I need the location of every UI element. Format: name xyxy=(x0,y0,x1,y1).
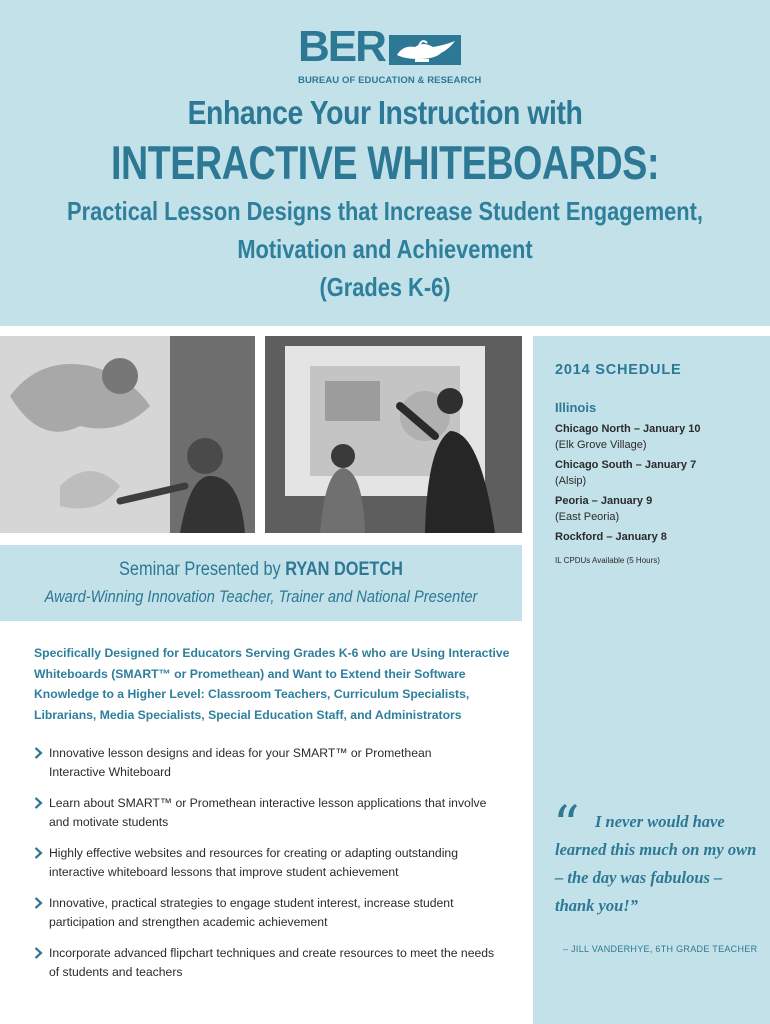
location-place: (Elk Grove Village) xyxy=(555,439,647,451)
presenter-band xyxy=(0,545,522,621)
schedule-location xyxy=(555,421,701,453)
chevron-right-icon xyxy=(34,847,43,859)
schedule-state: Illinois xyxy=(555,400,597,415)
chevron-right-icon xyxy=(34,947,43,959)
list-item-line: Innovative lesson designs and ideas for your SMART™ or Promethean xyxy=(49,746,432,760)
quote-text: I never would have learned this much on my own – the day was fabulous – thank you!” xyxy=(555,812,757,915)
benefits-list xyxy=(34,744,514,994)
location-name: Rockford – January 8 xyxy=(555,531,667,543)
subtitle-line-3: (Grades K-6) xyxy=(319,272,451,302)
teacher-at-whiteboard-illustration xyxy=(265,336,522,533)
list-item-line: Innovative, practical strategies to engage student interest, increase student xyxy=(49,896,454,910)
subtitle xyxy=(62,192,709,306)
credits-note: IL CPDUs Available (5 Hours) xyxy=(555,556,660,565)
testimonial-quote xyxy=(553,796,760,920)
chevron-right-icon xyxy=(34,897,43,909)
genie-lamp-icon xyxy=(389,35,461,65)
quote-author: – JILL VANDERHYE, 6TH GRADE TEACHER xyxy=(563,944,758,954)
location-name: Peoria – January 9 xyxy=(555,495,653,507)
schedule-title: 2014 SCHEDULE xyxy=(555,362,682,378)
classroom-photo-1 xyxy=(0,336,255,533)
list-item xyxy=(34,894,514,932)
whiteboard-photo-illustration xyxy=(0,336,255,533)
subtitle-line-1: Practical Lesson Designs that Increase Student Engagement, xyxy=(67,196,703,226)
presenter-name: RYAN DOETCH xyxy=(285,559,403,580)
presenter-credentials: Award-Winning Innovation Teacher, Trainer and National Presenter xyxy=(44,587,478,606)
presenter-line xyxy=(37,559,486,581)
list-item-line: Highly effective websites and resources for creating or adapting outstanding xyxy=(49,846,458,860)
header-band xyxy=(0,0,770,326)
presenter-prefix: Seminar Presented by xyxy=(119,559,286,580)
subtitle-line-2: Motivation and Achievement xyxy=(237,234,533,264)
list-item-line: participation and strengthen academic achievement xyxy=(49,915,328,929)
schedule-location xyxy=(555,457,696,489)
org-name: BUREAU OF EDUCATION & RESEARCH xyxy=(298,75,482,86)
location-name: Chicago South – January 7 xyxy=(555,459,697,471)
logo-letters: BER xyxy=(298,22,385,71)
list-item xyxy=(34,944,514,982)
location-place: (Alsip) xyxy=(555,475,587,487)
schedule-location xyxy=(555,529,667,545)
list-item-line: of students and teachers xyxy=(49,965,183,979)
title-line-1: Enhance Your Instruction with xyxy=(187,94,583,131)
schedule-sidebar xyxy=(533,336,770,1024)
open-quote-icon: “ xyxy=(553,796,580,856)
list-item xyxy=(34,794,514,832)
schedule-location xyxy=(555,493,652,525)
chevron-right-icon xyxy=(34,797,43,809)
chevron-right-icon xyxy=(34,747,43,759)
title-line-2: INTERACTIVE WHITEBOARDS: xyxy=(110,136,660,189)
list-item-line: Learn about SMART™ or Promethean interactive lesson applications that involve xyxy=(49,796,487,810)
location-name: Chicago North – January 10 xyxy=(555,423,701,435)
list-item-line: and motivate students xyxy=(49,815,169,829)
list-item xyxy=(34,744,514,782)
classroom-photo-2 xyxy=(265,336,522,533)
list-item-line: Incorporate advanced flipchart techniques and create resources to meet the needs xyxy=(49,946,495,960)
location-place: (East Peoria) xyxy=(555,511,620,523)
ber-logo xyxy=(298,22,482,89)
audience-intro: Specifically Designed for Educators Serving Grades K-6 who are Using Interactive Whiteboards (SMART™ or Promethean) and Want to Extend their Software Knowledge to a Higher Level: Classroom Teachers, Curriculum Specialists, Librarians, Media Specialists, Special Education Staff, and Administrators xyxy=(34,646,510,722)
list-item xyxy=(34,844,514,882)
list-item-line: Interactive Whiteboard xyxy=(49,765,171,779)
list-item-line: interactive whiteboard lessons that improve student achievement xyxy=(49,865,399,879)
